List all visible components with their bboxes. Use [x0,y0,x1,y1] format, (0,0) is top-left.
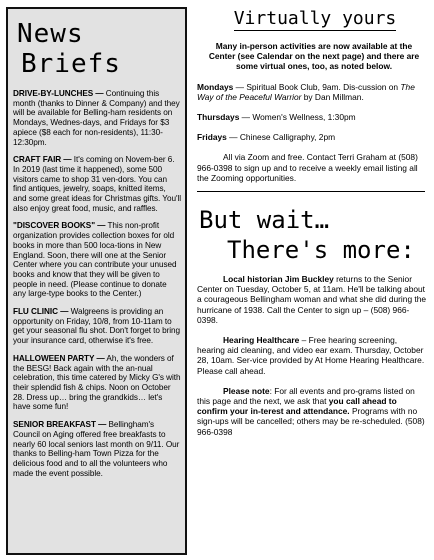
buckley-announcement [197,274,427,325]
schedule-thursdays [197,112,427,122]
day-label: Fridays [197,132,227,143]
theres-more-heading: There's more: [227,236,415,265]
para-text: – Free hearing screening, hearing aid cleaning, and video ear exam. Thursday, October 28, 10am. Ser-vice provided by At Home Hearing Healthcare. Please call ahead. [197,335,425,376]
brief-head: SENIOR BREAKFAST — [13,420,107,430]
brief-flu-clinic [13,307,181,346]
brief-head: HALLOWEEN PARTY — [13,353,105,363]
day-label: Mondays [197,81,234,92]
schedule-text: — Women's Wellness, 1:30pm [239,112,356,123]
para-bold: you call ahead to confirm your in-terest and attendance. [197,396,397,417]
brief-head: CRAFT FAIR — [13,155,72,165]
brief-drive-by-lunches [13,89,181,147]
brief-senior-breakfast [13,420,181,478]
para-text: : For all events and pro-grams listed on this page and the next, we ask that [197,385,415,407]
schedule-text: — Chinese Calligraphy, 2pm [226,132,336,143]
zoom-contact: All via Zoom and free. Contact Terri Graham at (508) 966-0398 to sign up and to receive a weekly email listing all the Zooming opportunities. [197,152,418,183]
brief-body: Ah, the wonders of the BESG! Back again with the an-nual celebration, this time catered by Micky G's with their splendid fish & chips. Noon on October 28. Dress up… bring the grandkids… let's have some fun! [13,353,181,412]
brief-body: This non-profit organization provides collection boxes for old books in more than 500 loca-tions in New England. Soon, there will one at the Senior Center where you can contribute your unused books and know that they will be given to people in need. (Please continue to donate any large-type books to the Center.) [13,221,177,299]
but-wait-heading: But wait… [199,206,330,235]
para-text: returns to the Senior Center on Tuesday, October 5, at 11am. He'll be talking about a courageous Bellingham woman and what she did during the hurricane of 1938. Call the Center to sign up – (508) 966-0398. [197,274,427,325]
brief-body: It's coming on Novem-ber 6. In 2019 (last time it happened), some 500 visitors came to shop 31 ven-dors. You can find antiques, jewelry, soaps, knitted items, and some great ideas for Christmas gifts. You'll also enjoy great food, music, and raffles. [13,155,182,213]
schedule-text: by Dan Millman. [301,91,364,102]
brief-head: FLU CLINIC — [13,307,69,317]
schedule-fridays [197,132,427,142]
brief-body: Bellingham's Council on Aging offered free breakfasts to nearly 60 local seniors last month on 9/11. Our thanks to Belling-ham Town Pizza for the delicious food and to all the volunteers who made the event possible. [13,420,180,478]
para-text: Programs with no sign-ups will be cancelled; others may be re-scheduled. (508) 966-0398 [197,406,425,437]
schedule-mondays [197,82,427,102]
virtually-yours-title: Virtually yours [233,8,397,29]
virtual-intro: Many in-person activities are now available at the Center (see Calendar on the next page) and there are some virtual ones, too, as noted below. [208,41,420,72]
brief-body: Walgreens is providing an opportunity on Friday, 10/8, from 10-11am to get your seasonal flu shot. Don't forget to bring your insurance card, otherwise it's free. [13,307,181,346]
para-bold: Local historian Jim Buckley [223,274,334,285]
schedule-text: — Spiritual Book Club, 9am. Dis-cussion on [233,81,401,92]
section-divider [197,191,425,192]
please-note [197,386,427,437]
hearing-announcement [197,335,427,376]
para-bold: Hearing Healthcare [223,335,300,346]
news-briefs-title [17,19,181,79]
day-label: Thursdays [197,112,240,123]
news-briefs-panel [6,7,187,555]
brief-halloween-party [13,354,181,412]
brief-discover-books [13,221,181,299]
book-title: The Way of the Peaceful Warrior [197,81,415,102]
brief-body: Continuing this month (thanks to Dinner & Company) and they will be available for Belling-ham residents on Mondays, Wednes-days, and Fridays for $3 apiece ($8 each for non-residents), 11:30-12:30pm. [13,89,180,147]
virtual-column [197,8,427,437]
news-title-line2: Briefs [21,49,121,79]
brief-head: DRIVE-BY-LUNCHES — [13,89,104,98]
news-title-line1: News [17,19,84,49]
brief-craft-fair [13,155,181,213]
para-bold: Please note [223,385,270,396]
brief-head: "DISCOVER BOOKS" — [13,221,106,231]
